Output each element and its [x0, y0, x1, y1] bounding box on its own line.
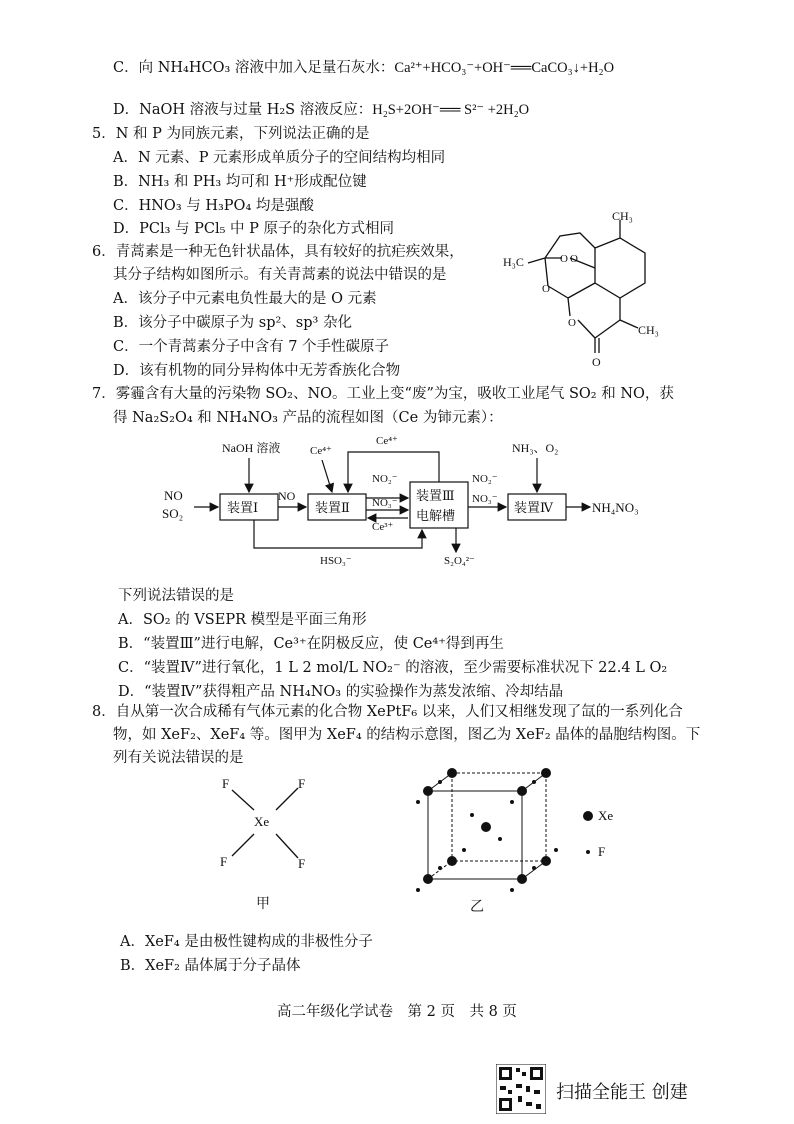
flow-no-mid: NO: [278, 489, 296, 503]
q7-lead: 下列说法错误的是: [118, 588, 234, 604]
xef2-unit-cell: [400, 765, 570, 915]
f-label-3: F: [220, 854, 228, 869]
flow-ce4-in: Ce⁴⁺: [310, 445, 332, 457]
ch3-top-label: CH₃: [612, 209, 633, 223]
artemisinin-structure: [500, 208, 680, 378]
f-label-1: F: [222, 776, 230, 791]
flow-device-2: 装置Ⅱ: [315, 500, 350, 515]
scan-watermark: 扫描全能王 创建: [556, 1082, 688, 1103]
flow-diagram: [150, 430, 670, 570]
f-label-4: F: [298, 856, 306, 871]
flow-nh3-o2: NH₃、O₂: [512, 441, 559, 455]
q5-option-a: A．N 元素、P 元素形成单质分子的空间结构均相同: [113, 150, 446, 166]
flow-no3-b: NO₃⁻: [472, 493, 498, 505]
flow-product: NH₄NO₃: [592, 500, 639, 515]
flow-no2-a: NO₂⁻: [372, 473, 398, 485]
q7-option-d: D．“装置Ⅳ”获得粗产品 NH₄NO₃ 的实验操作为蒸发浓缩、冷却结晶: [118, 684, 564, 700]
legend-xe-label: Xe: [598, 808, 614, 823]
o-label-peroxide-1: O: [560, 253, 568, 265]
q8-stem-3: 列有关说法错误的是: [113, 750, 244, 766]
flow-s2o4: S₂O₄²⁻: [444, 555, 475, 567]
flow-device-3: 装置Ⅲ: [416, 488, 455, 503]
q8-stem-1: 8．自从第一次合成稀有气体元素的化合物 XePtF₆ 以来，人们又相继发现了氙的一系列化合: [92, 704, 683, 720]
flow-device-4: 装置Ⅳ: [514, 500, 553, 515]
q7-stem-2: 得 Na₂S₂O₄ 和 NH₄NO₃ 产品的流程如图（Ce 为铈元素）：: [113, 410, 503, 426]
figure-b-caption: 乙: [470, 900, 484, 915]
ch3-right-label: CH₃: [638, 323, 659, 337]
q6-option-b: B．该分子中碳原子为 sp²、sp³ 杂化: [113, 315, 352, 331]
flow-naoh: NaOH 溶液: [222, 441, 281, 455]
flow-device-3-sub: 电解槽: [416, 508, 456, 523]
flow-in-no: NO: [164, 488, 183, 503]
xe-label: Xe: [254, 814, 270, 829]
flow-ce4-top: Ce⁴⁺: [376, 435, 398, 447]
q6-stem-1: 6．青蒿素是一种无色针状晶体，具有较好的抗疟疾效果，: [92, 244, 464, 260]
q8-option-b: B．XeF₂ 晶体属于分子晶体: [120, 958, 301, 974]
flow-no2-b: NO₂⁻: [472, 473, 498, 485]
q4-option-c: C．向 NH₄HCO₃ 溶液中加入足量石灰水：Ca²⁺+HCO₃⁻+OH⁻══CaCO₃↓+H₂O: [113, 60, 615, 76]
q7-option-b: B．“装置Ⅲ”进行电解，Ce³⁺在阴极反应，使 Ce⁴⁺得到再生: [118, 636, 504, 652]
q8-option-a: A．XeF₄ 是由极性键构成的非极性分子: [120, 934, 373, 950]
o-label-ring-1: O: [542, 283, 550, 295]
q4-option-d: D．NaOH 溶液与过量 H₂S 溶液反应：H₂S+2OH⁻══ S²⁻ +2H₂O: [113, 102, 530, 118]
flow-ce3: Ce³⁺: [372, 521, 394, 533]
legend-f-label: F: [598, 844, 606, 859]
flow-device-1: 装置Ⅰ: [227, 500, 259, 515]
q5-stem: 5．N 和 P 为同族元素，下列说法正确的是: [92, 126, 370, 142]
q7-option-c: C．“装置Ⅳ”进行氧化，1 L 2 mol/L NO₂⁻ 的溶液，至少需要标准状况下 22.4 L O₂: [118, 660, 668, 676]
unit-cell-legend: [578, 802, 628, 862]
q8-stem-2: 物，如 XeF₂、XeF₄ 等。图甲为 XeF₄ 的结构示意图，图乙为 XeF₂ 晶体的晶胞结构图。下: [113, 727, 701, 743]
q5-option-d: D．PCl₃ 与 PCl₅ 中 P 原子的杂化方式相同: [113, 221, 395, 237]
q6-option-a: A．该分子中元素电负性最大的是 O 元素: [113, 291, 377, 307]
o-label-ring-2: O: [568, 317, 576, 329]
qr-code-icon: [496, 1064, 546, 1114]
o-label-carbonyl: O: [592, 355, 601, 369]
f-label-2: F: [298, 776, 306, 791]
xef4-structure: [210, 768, 320, 918]
o-label-peroxide-2: O: [570, 253, 578, 265]
q7-option-a: A．SO₂ 的 VSEPR 模型是平面三角形: [118, 612, 367, 628]
flow-in-so2: SO₂: [162, 506, 184, 521]
q5-option-c: C．HNO₃ 与 H₃PO₄ 均是强酸: [113, 198, 314, 214]
figure-a-caption: 甲: [256, 897, 270, 912]
h3c-label: H₃C: [503, 255, 524, 269]
q7-stem-1: 7．雾霾含有大量的污染物 SO₂、NO。工业上变“废”为宝，吸收工业尾气 SO₂ 和 NO，获: [92, 386, 674, 402]
q5-option-b: B．NH₃ 和 PH₃ 均可和 H⁺形成配位键: [113, 174, 367, 190]
flow-no3-a: NO₃⁻: [372, 497, 398, 509]
page-footer: 高二年级化学试卷 第 2 页 共 8 页: [277, 1004, 517, 1020]
q6-option-d: D．该有机物的同分异构体中无芳香族化合物: [113, 363, 401, 379]
q6-stem-2: 其分子结构如图所示。有关青蒿素的说法中错误的是: [113, 267, 447, 283]
flow-hso3: HSO₃⁻: [320, 555, 352, 567]
q6-option-c: C．一个青蒿素分子中含有 7 个手性碳原子: [113, 339, 390, 355]
